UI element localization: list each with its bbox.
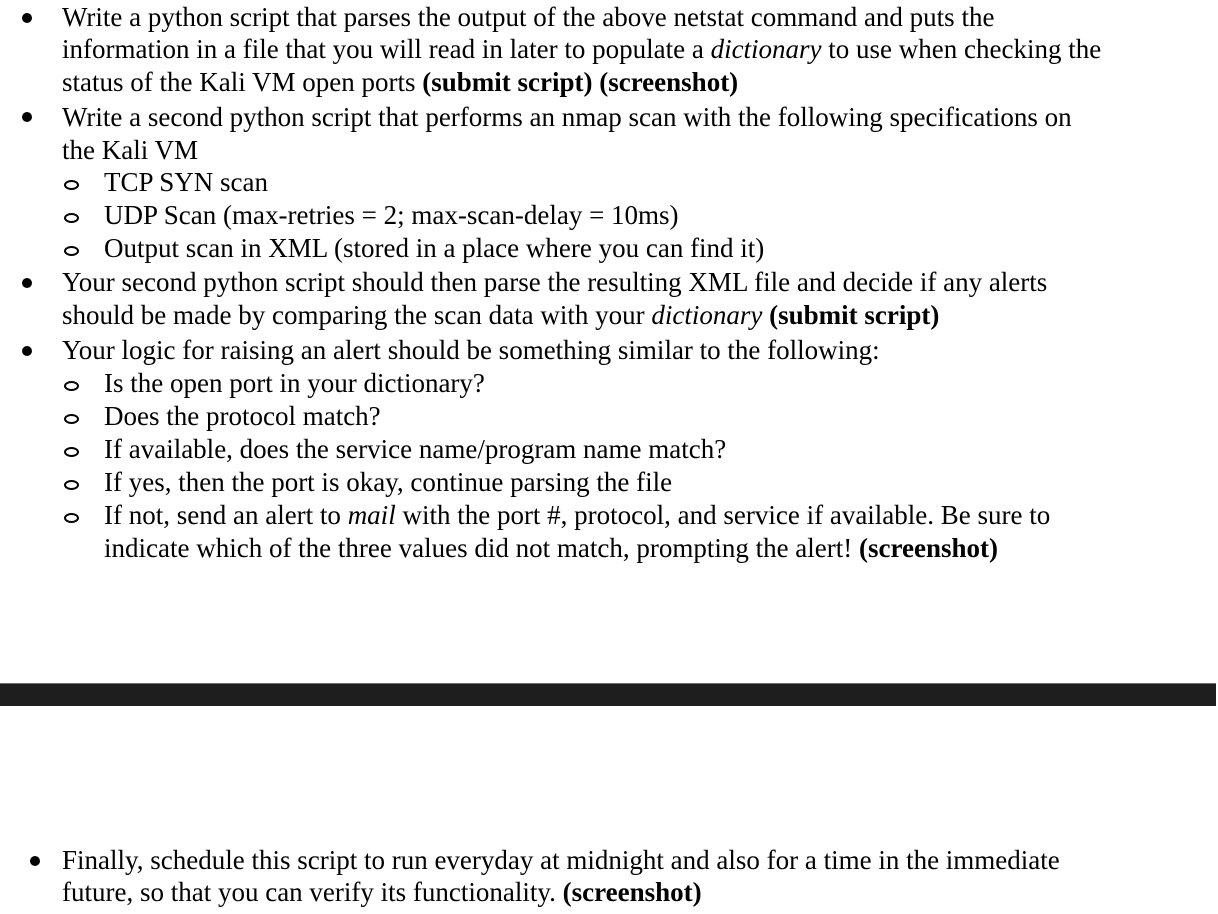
sub-bullet-circle (64, 213, 79, 223)
text: Does the protocol match? (104, 401, 381, 431)
paragraph-line (62, 1, 994, 34)
emphasis-text: mail (347, 500, 396, 530)
paragraph-line (62, 33, 1101, 66)
sub-list-item (104, 232, 764, 265)
bold-text: (submit script) (screenshot) (422, 67, 739, 97)
bold-text: (screenshot) (562, 877, 702, 907)
text: to use when checking the (821, 34, 1102, 64)
text: Output scan in XML (stored in a place where you can find it) (104, 233, 765, 263)
paragraph-line (62, 876, 702, 909)
sub-bullet-circle (64, 381, 79, 391)
bullet-point (22, 346, 32, 356)
paragraph-line (62, 134, 198, 167)
emphasis-text: dictionary (651, 300, 763, 330)
sub-list-item (104, 499, 1050, 532)
text: indicate which of the three values did not match, prompting the alert! (104, 533, 860, 563)
text: Write a python script that parses the output of the above netstat command and puts the (62, 2, 995, 32)
text: If available, does the service name/program name match? (104, 434, 727, 464)
bullet-point (22, 278, 32, 288)
text: Finally, schedule this script to run everyday at midnight and also for a time in the immediate (62, 845, 1060, 875)
text: If not, send an alert to (104, 500, 348, 530)
text: should be made by comparing the scan data with your (62, 300, 652, 330)
text: information in a file that you will read in later to populate a (62, 34, 711, 64)
text: the Kali VM (62, 135, 198, 165)
text: TCP SYN scan (104, 167, 269, 197)
text: status of the Kali VM open ports (62, 67, 423, 97)
paragraph-line (62, 299, 939, 332)
sub-bullet-circle (64, 513, 79, 523)
sub-bullet-circle (64, 180, 79, 190)
paragraph-line (62, 334, 880, 367)
sub-list-item (104, 367, 485, 400)
bold-text: (submit script) (762, 300, 940, 330)
sub-list-item (104, 433, 726, 466)
text: Your logic for raising an alert should be something similar to the following: (62, 335, 880, 365)
text: If yes, then the port is okay, continue parsing the file (104, 467, 673, 497)
sub-list-item (104, 400, 381, 433)
paragraph-line (62, 66, 738, 99)
paragraph-line (62, 844, 1060, 877)
bold-text: (screenshot) (859, 533, 998, 563)
text: Is the open port in your dictionary? (104, 368, 485, 398)
page-divider (0, 683, 1216, 706)
sub-bullet-circle (64, 480, 79, 490)
paragraph-line (62, 101, 1072, 134)
sub-bullet-circle (64, 414, 79, 424)
sub-list-item (104, 466, 672, 499)
bullet-point (22, 112, 32, 122)
bullet-point (22, 13, 32, 23)
paragraph-line (62, 266, 1047, 299)
sub-bullet-circle (64, 246, 79, 256)
text: with the port #, protocol, and service if available. Be sure to (395, 500, 1051, 530)
sub-list-item-continuation (104, 532, 998, 565)
sub-list-item (104, 166, 268, 199)
sub-list-item (104, 199, 679, 232)
bullet-point (30, 856, 40, 866)
text: Your second python script should then parse the resulting XML file and decide if any alerts (62, 267, 1048, 297)
sub-bullet-circle (64, 447, 79, 457)
emphasis-text: dictionary (710, 34, 822, 64)
text: future, so that you can verify its functionality. (62, 877, 563, 907)
text: Write a second python script that performs an nmap scan with the following specifications on (62, 102, 1072, 132)
text: UDP Scan (max-retries = 2; max-scan-delay = 10ms) (104, 200, 679, 230)
